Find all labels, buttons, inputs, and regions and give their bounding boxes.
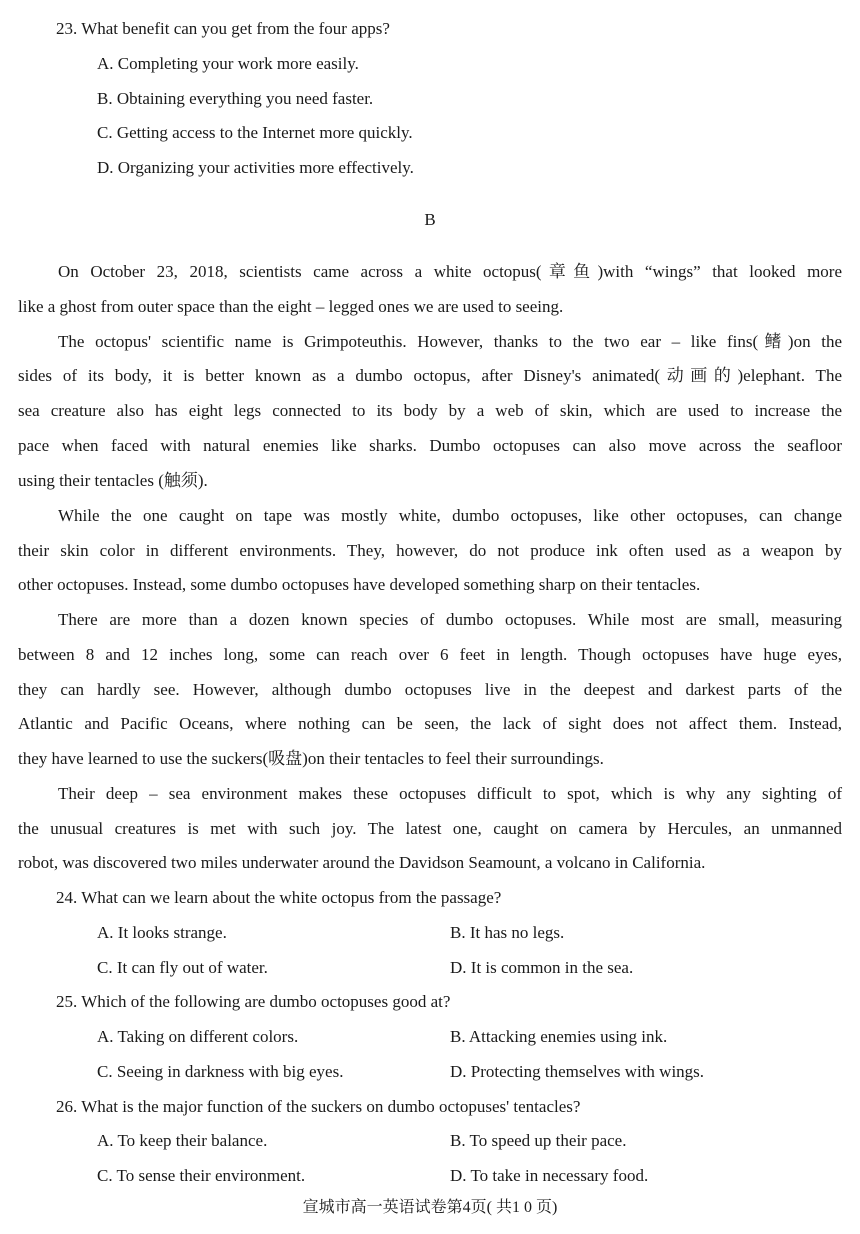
- passage-line: pace when faced with natural enemies like sharks. Dumbo octopuses can also move across the seafloor: [18, 436, 842, 455]
- passage-line: Their deep – sea environment makes these octopuses difficult to spot, which is why any sighting of: [58, 784, 842, 803]
- question-23-option-d: D. Organizing your activities more effectively.: [97, 158, 414, 177]
- question-23-option-a: A. Completing your work more easily.: [97, 54, 359, 73]
- question-25-option-b: B. Attacking enemies using ink.: [450, 1027, 668, 1046]
- passage-line: their skin color in different environments. They, however, do not produce ink often used as a weapon by: [18, 541, 842, 560]
- passage-line: Atlantic and Pacific Oceans, where nothing can be seen, the lack of sight does not affect them. Instead,: [18, 714, 842, 733]
- question-26-stem: 26. What is the major function of the suckers on dumbo octopuses' tentacles?: [56, 1097, 581, 1116]
- passage-line: using their tentacles (触须).: [18, 471, 208, 490]
- passage-line: The octopus' scientific name is Grimpoteuthis. However, thanks to the two ear – like fins(鳍)on the: [58, 332, 842, 351]
- passage-line: like a ghost from outer space than the eight – legged ones we are used to seeing.: [18, 297, 564, 316]
- question-26-option-c: C. To sense their environment.: [97, 1166, 306, 1185]
- passage-line: between 8 and 12 inches long, some can reach over 6 feet in length. Though octopuses have huge eyes,: [18, 645, 842, 664]
- passage-line: they can hardly see. However, although dumbo octopuses live in the deepest and darkest parts of the: [18, 680, 842, 699]
- page-footer: 宣城市高一英语试卷第4页( 共1 0 页): [302, 1199, 558, 1216]
- passage-line: There are more than a dozen known species of dumbo octopuses. While most are small, measuring: [58, 610, 842, 629]
- question-23-option-c: C. Getting access to the Internet more quickly.: [97, 123, 413, 142]
- question-26-option-b: B. To speed up their pace.: [450, 1131, 627, 1150]
- question-23-stem: 23. What benefit can you get from the four apps?: [56, 19, 390, 38]
- passage-line: On October 23, 2018, scientists came across a white octopus(章鱼)with “wings” that looked more: [58, 262, 842, 281]
- passage-line: other octopuses. Instead, some dumbo octopuses have developed something sharp on their tentacles.: [18, 575, 701, 594]
- question-26-option-d: D. To take in necessary food.: [450, 1166, 649, 1185]
- question-24-option-a: A. It looks strange.: [97, 923, 227, 942]
- passage-line: robot, was discovered two miles underwater around the Davidson Seamount, a volcano in California.: [18, 853, 706, 872]
- question-26-option-a: A. To keep their balance.: [97, 1131, 268, 1150]
- passage-line: they have learned to use the suckers(吸盘)on their tentacles to feel their surroundings.: [18, 749, 604, 768]
- passage-line: sides of its body, it is better known as a dumbo octopus, after Disney's animated(动画的)elephant. The: [18, 366, 842, 385]
- question-23-option-b: B. Obtaining everything you need faster.: [97, 89, 374, 108]
- question-25-option-d: D. Protecting themselves with wings.: [450, 1062, 705, 1081]
- question-25-option-a: A. Taking on different colors.: [97, 1027, 299, 1046]
- question-24-option-b: B. It has no legs.: [450, 923, 565, 942]
- question-25-option-c: C. Seeing in darkness with big eyes.: [97, 1062, 344, 1081]
- question-24-option-d: D. It is common in the sea.: [450, 958, 634, 977]
- section-label: B: [424, 210, 436, 229]
- question-24-option-c: C. It can fly out of water.: [97, 958, 268, 977]
- question-24-stem: 24. What can we learn about the white octopus from the passage?: [56, 888, 502, 907]
- passage-line: the unusual creatures is met with such joy. The latest one, caught on camera by Hercules, an unmanned: [18, 819, 842, 838]
- passage-line: While the one caught on tape was mostly white, dumbo octopuses, like other octopuses, can change: [58, 506, 842, 525]
- passage-line: sea creature also has eight legs connected to its body by a web of skin, which are used to increase the: [18, 401, 842, 420]
- question-25-stem: 25. Which of the following are dumbo octopuses good at?: [56, 992, 451, 1011]
